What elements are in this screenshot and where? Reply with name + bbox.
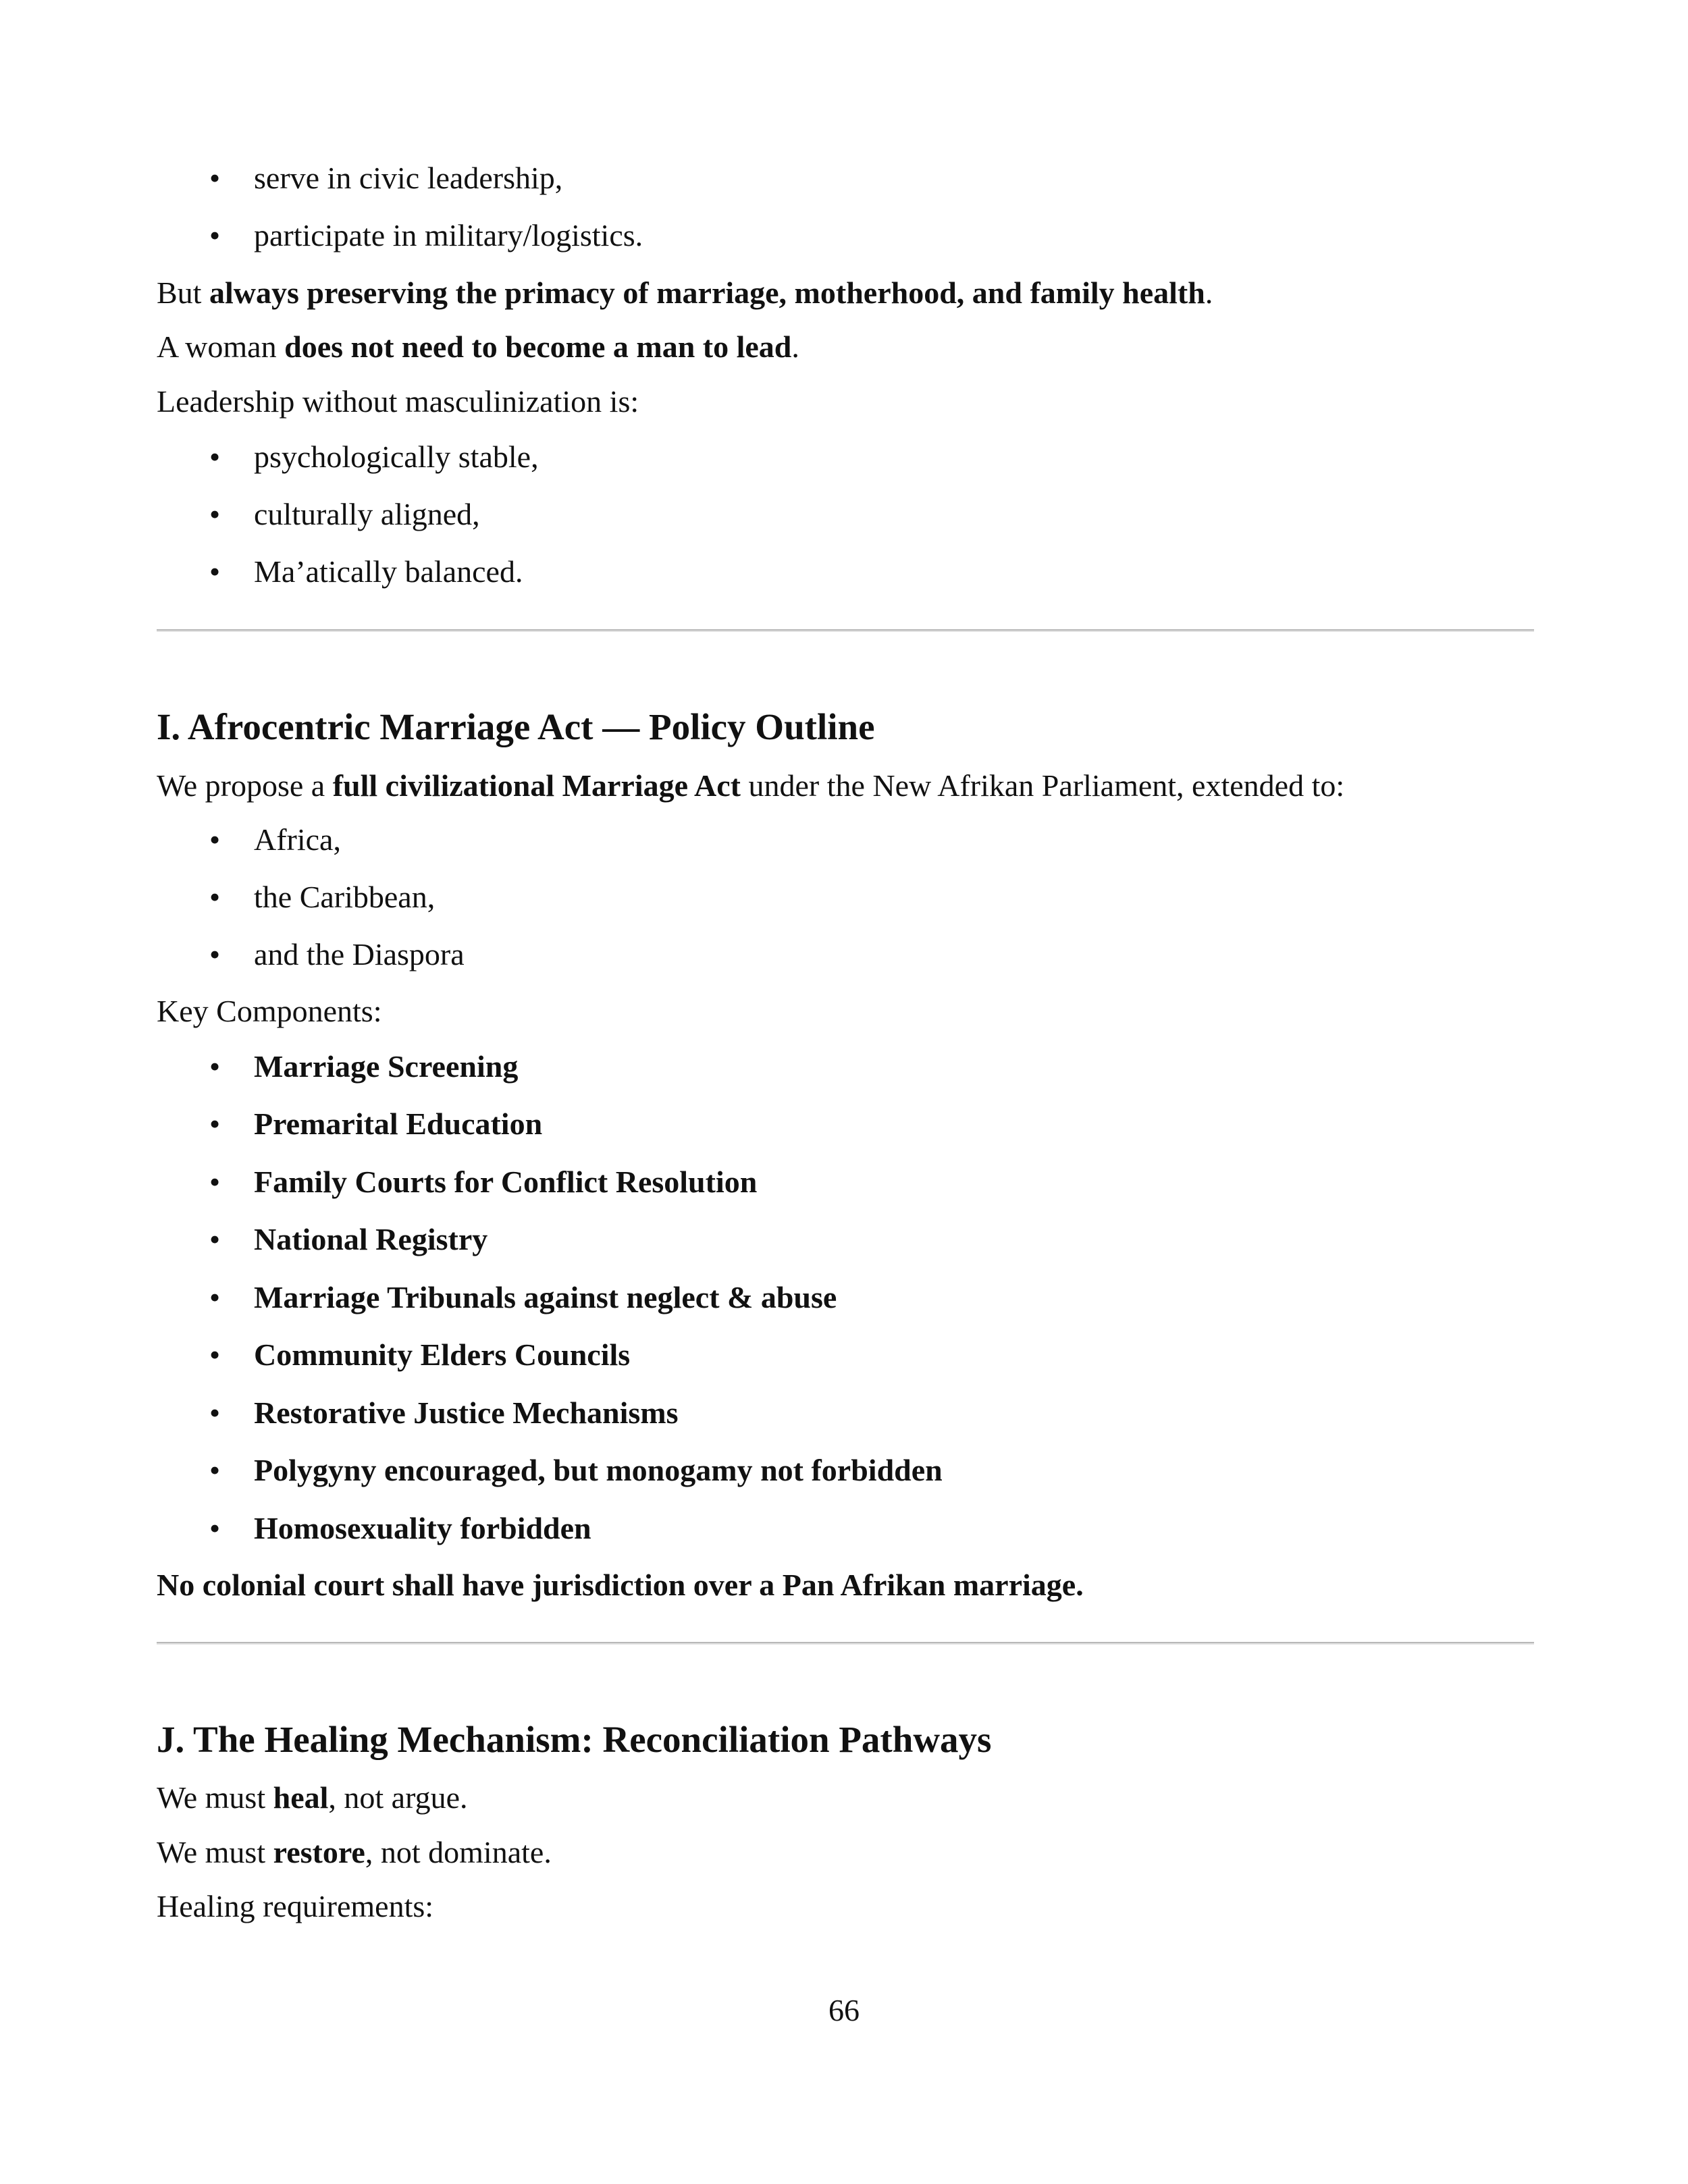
list-item-text: Africa, (254, 822, 341, 857)
list-item-text: Premarital Education (254, 1107, 543, 1141)
bullet-glyph: • (209, 1337, 221, 1372)
bullet-glyph: • (209, 1222, 221, 1256)
bullet-glyph: • (209, 937, 221, 971)
list-item-text: participate in military/logistics. (254, 218, 643, 252)
emphasis: always preserving the primacy of marriage, motherhood, and family health (209, 275, 1205, 310)
list-item-text: and the Diaspora (254, 937, 465, 971)
paragraph-primacy: But always preserving the primacy of marriage, motherhood, and family health. (157, 275, 1213, 310)
bullet-glyph: • (209, 554, 221, 589)
paragraph-healing-requirements: Healing requirements: (157, 1889, 434, 1923)
list-item-text: psychologically stable, (254, 440, 539, 474)
emphasis: heal (273, 1780, 329, 1815)
bullet-glyph: • (209, 497, 221, 531)
paragraph-woman-lead: A woman does not need to become a man to lead. (157, 329, 799, 364)
bullet-glyph: • (209, 880, 221, 914)
list-item-text: Marriage Screening (254, 1049, 519, 1084)
paragraph-marriage-act-intro: We propose a full civilizational Marriage Act under the New Afrikan Parliament, extended to: (157, 768, 1345, 803)
list-item-text: National Registry (254, 1222, 488, 1256)
list-item-text: Polygyny encouraged, but monogamy not forbidden (254, 1453, 943, 1487)
bullet-glyph: • (209, 1107, 221, 1141)
bullet-glyph: • (209, 218, 221, 252)
list-item-text: Marriage Tribunals against neglect & abuse (254, 1280, 837, 1314)
emphasis: restore (273, 1835, 365, 1869)
paragraph-key-components: Key Components: (157, 994, 382, 1028)
section-heading-i: I. Afrocentric Marriage Act — Policy Outline (157, 706, 875, 747)
bullet-glyph: • (209, 1511, 221, 1545)
list-item-text: Ma’atically balanced. (254, 554, 523, 589)
list-item-text: serve in civic leadership, (254, 161, 563, 195)
bullet-glyph: • (209, 1280, 221, 1314)
bullet-glyph: • (209, 161, 221, 195)
list-item-text: culturally aligned, (254, 497, 480, 531)
emphasis: full civilizational Marriage Act (332, 768, 741, 803)
page-number: 66 (828, 1993, 860, 2027)
section-divider (157, 629, 1534, 632)
emphasis: does not need to become a man to lead (284, 329, 792, 364)
list-item-text: Community Elders Councils (254, 1337, 631, 1372)
bullet-glyph: • (209, 1453, 221, 1487)
paragraph-jurisdiction: No colonial court shall have jurisdiction over a Pan Afrikan marriage. (157, 1568, 1084, 1602)
section-heading-j: J. The Healing Mechanism: Reconciliation Pathways (157, 1719, 992, 1760)
paragraph-leadership: Leadership without masculinization is: (157, 384, 639, 419)
list-item-text: Family Courts for Conflict Resolution (254, 1165, 758, 1199)
paragraph-restore: We must restore, not dominate. (157, 1835, 552, 1869)
section-divider (157, 1642, 1534, 1645)
list-item-text: Restorative Justice Mechanisms (254, 1395, 679, 1430)
paragraph-heal: We must heal, not argue. (157, 1780, 468, 1815)
bullet-glyph: • (209, 440, 221, 474)
list-item-text: the Caribbean, (254, 880, 436, 914)
bullet-glyph: • (209, 822, 221, 857)
list-item-text: Homosexuality forbidden (254, 1511, 591, 1545)
bullet-glyph: • (209, 1395, 221, 1430)
bullet-glyph: • (209, 1165, 221, 1199)
bullet-glyph: • (209, 1049, 221, 1084)
